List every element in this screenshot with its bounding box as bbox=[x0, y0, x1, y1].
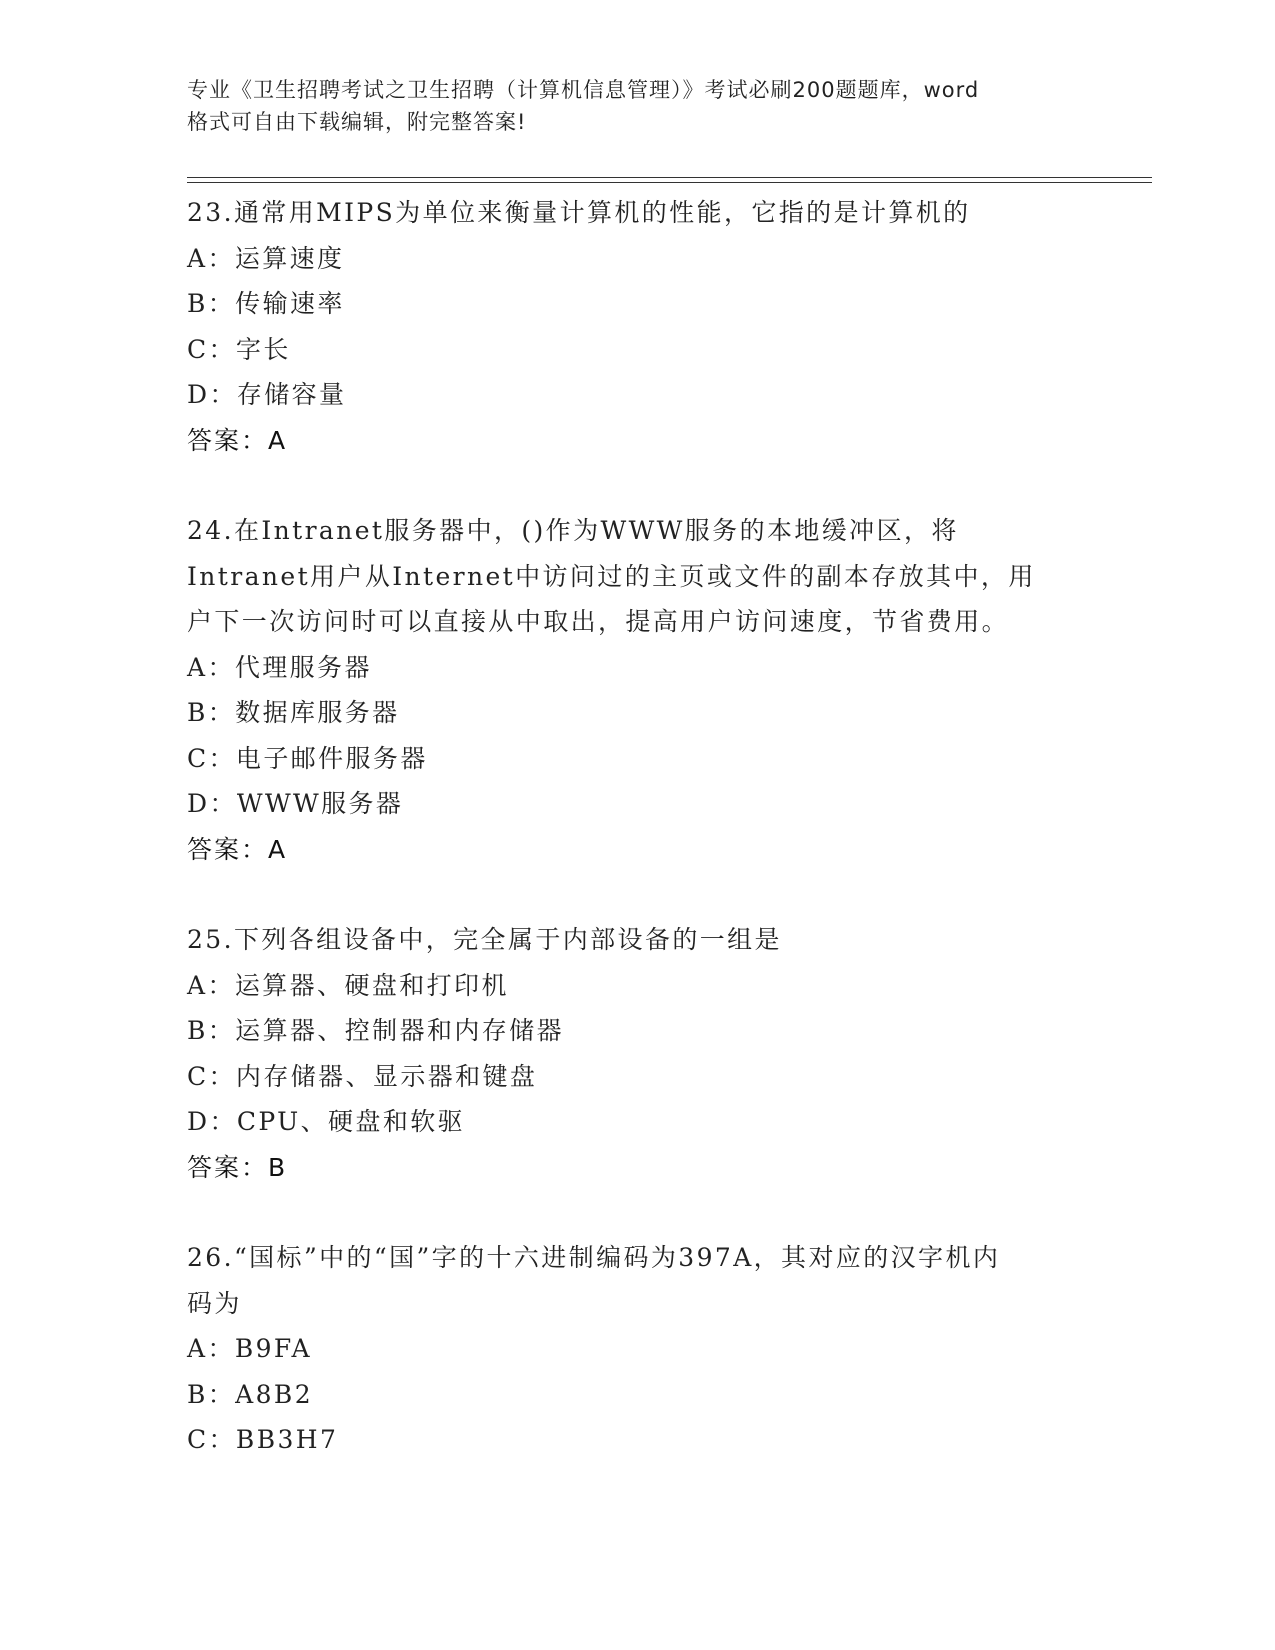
option-c: C：BB3H7 bbox=[187, 1425, 339, 1454]
option-b: B：传输速率 bbox=[187, 289, 345, 318]
answer-line: 答案：A bbox=[187, 425, 288, 455]
question-stem: 25.下列各组设备中，完全属于内部设备的一组是 bbox=[187, 925, 782, 954]
option-d: D：WWW服务器 bbox=[187, 789, 404, 818]
question-stem-line-2: 码为 bbox=[187, 1288, 242, 1318]
option-b: B：A8B2 bbox=[187, 1379, 314, 1409]
option-b: B：运算器、控制器和内存储器 bbox=[187, 1016, 564, 1045]
question-25 bbox=[187, 917, 1087, 1190]
option-c: C：电子邮件服务器 bbox=[187, 743, 428, 773]
option-a: A：代理服务器 bbox=[187, 652, 372, 682]
answer-line: 答案：B bbox=[187, 1152, 288, 1182]
question-stem-line-3: 户下一次访问时可以直接从中取出，提高用户访问速度，节省费用。 bbox=[187, 607, 1010, 636]
question-stem-line-1: 24.在Intranet服务器中，()作为WWW服务的本地缓冲区，将 bbox=[187, 516, 959, 545]
header-line-1: 专业《卫生招聘考试之卫生招聘（计算机信息管理）》考试必刷200题题库，word bbox=[187, 78, 980, 102]
document-header bbox=[187, 74, 1087, 138]
question-stem-line-2: Intranet用户从Internet中访问过的主页或文件的副本存放其中，用 bbox=[187, 561, 1036, 591]
question-23 bbox=[187, 190, 1087, 463]
question-stem: 23.通常用MIPS为单位来衡量计算机的性能，它指的是计算机的 bbox=[187, 198, 971, 227]
question-24 bbox=[187, 508, 1087, 872]
option-c: C：内存储器、显示器和键盘 bbox=[187, 1061, 538, 1091]
question-list bbox=[187, 190, 1087, 1463]
option-d: D：存储容量 bbox=[187, 380, 347, 409]
header-line-2: 格式可自由下载编辑，附完整答案! bbox=[187, 110, 527, 134]
option-a: A：运算速度 bbox=[187, 243, 345, 273]
question-stem-line-1: 26.“国标”中的“国”字的十六进制编码为397A，其对应的汉字机内 bbox=[187, 1243, 1001, 1272]
option-a: A：B9FA bbox=[187, 1334, 312, 1363]
header-divider-top bbox=[187, 177, 1152, 178]
question-26 bbox=[187, 1235, 1087, 1463]
option-c: C：字长 bbox=[187, 334, 291, 364]
header-divider-bottom bbox=[187, 182, 1152, 183]
option-a: A：运算器、硬盘和打印机 bbox=[187, 970, 509, 1000]
option-d: D：CPU、硬盘和软驱 bbox=[187, 1107, 466, 1136]
option-b: B：数据库服务器 bbox=[187, 698, 400, 727]
answer-line: 答案：A bbox=[187, 834, 288, 864]
